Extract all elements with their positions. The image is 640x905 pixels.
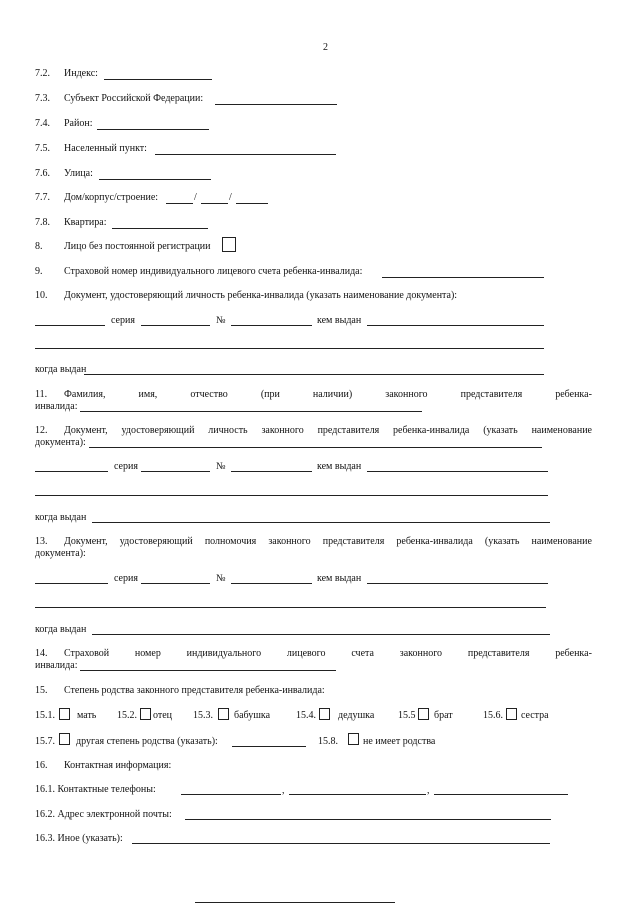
kinship-option-label: сестра [521,710,549,721]
child-doc-issued-date-input[interactable] [84,374,544,375]
rep-doc-issued-by-input[interactable] [367,471,548,472]
auth-doc-number-label: № [216,573,226,584]
field-14-word: лицевого [286,648,326,659]
rep-doc-name-line-2[interactable] [35,471,108,472]
field-7-6-label: Улица: [64,168,93,179]
field-13-word: Документ, [64,536,108,547]
field-11-word: ребенка- [555,389,592,400]
rep-doc-issued-date-label: когда выдан [35,512,87,523]
rep-doc-issued-by-line-2[interactable] [35,495,548,496]
kinship-none-checkbox[interactable] [348,733,359,745]
field-13-number: 13. [35,536,48,547]
field-12-word: ребенка-инвалида [393,425,470,436]
child-doc-issued-by-input[interactable] [367,325,544,326]
kinship-option-label: брат [434,710,453,721]
field-13-label [64,536,592,548]
house-separator: / [194,192,197,203]
email-label: 16.2. Адрес электронной почты: [35,809,172,820]
no-registration-checkbox[interactable] [222,237,236,252]
auth-doc-issued-by-input[interactable] [367,583,548,584]
building-input[interactable] [201,203,228,204]
field-11-label-line-2: инвалида: [35,401,78,412]
region-input[interactable] [215,104,337,105]
field-12-word: удостоверяющий [121,425,195,436]
kinship-option-label: мать [77,710,97,721]
field-14-label-line-2: инвалида: [35,660,78,671]
field-12-label-line-2: документа): [35,437,86,448]
apartment-input[interactable] [112,228,208,229]
field-14-number: 14. [35,648,48,659]
field-7-4-number: 7.4. [35,118,50,129]
snils-child-input[interactable] [382,277,544,278]
field-7-2-number: 7.2. [35,68,50,79]
field-13-word: наименование [531,536,592,547]
auth-doc-issued-by-label: кем выдан [317,573,362,584]
child-doc-series-input[interactable] [141,325,210,326]
field-13-word: полномочия [204,536,257,547]
kinship-sister-checkbox[interactable] [506,708,517,720]
field-14-word: номер [134,648,161,659]
kinship-option-number: 15.4. [296,710,316,721]
field-15-number: 15. [35,685,48,696]
kinship-option-number: 15.6. [483,710,503,721]
field-14-word: ребенка- [555,648,592,659]
rep-doc-series-input[interactable] [141,471,210,472]
house-input[interactable] [166,203,193,204]
structure-input[interactable] [236,203,268,204]
child-doc-issued-by-label: кем выдан [317,315,362,326]
auth-doc-name-input[interactable] [35,583,108,584]
field-13-word: удостоверяющий [119,536,193,547]
page-number: 2 [323,42,328,53]
field-11-word: законного [385,389,428,400]
kinship-brother-checkbox[interactable] [418,708,429,720]
kinship-option-number: 15.8. [318,736,338,747]
phone-2-input[interactable] [289,794,426,795]
field-8-number: 8. [35,241,43,252]
field-11-word: имя, [138,389,158,400]
auth-doc-issued-by-line-2[interactable] [35,607,546,608]
other-contact-input[interactable] [132,843,550,844]
field-11-word: представителя [460,389,523,400]
field-11-word: наличии) [312,389,353,400]
field-16-label: Контактная информация: [64,760,172,771]
rep-doc-issued-by-label: кем выдан [317,461,362,472]
child-doc-issued-by-line-2[interactable] [35,348,544,349]
kinship-option-label: отец [153,710,173,721]
field-8-label: Лицо без постоянной регистрации [64,241,211,252]
kinship-other-checkbox[interactable] [59,733,70,745]
field-14-label [64,648,592,660]
field-11-word: отчество [190,389,228,400]
index-input[interactable] [104,79,212,80]
field-11-word: Фамилия, [64,389,106,400]
field-10-number: 10. [35,290,48,301]
field-9-number: 9. [35,266,43,277]
rep-doc-number-input[interactable] [231,471,312,472]
field-12-number: 12. [35,425,48,436]
snils-representative-input[interactable] [80,670,336,671]
field-12-word: представителя [317,425,380,436]
auth-doc-series-input[interactable] [141,583,210,584]
child-doc-number-label: № [216,315,226,326]
field-12-word: наименование [531,425,592,436]
kinship-option-label: бабушка [234,710,271,721]
kinship-option-number: 15.1. [35,710,55,721]
field-10-label: Документ, удостоверяющий личность ребенка-инвалида (указать наименование документа): [64,290,458,301]
field-7-2-label: Индекс: [64,68,98,79]
rep-doc-name-input[interactable] [89,447,542,448]
kinship-grandmother-checkbox[interactable] [218,708,229,720]
field-14-word: индивидуального [186,648,262,659]
kinship-option-label: не имеет родства [363,736,436,747]
field-11-number: 11. [35,389,48,400]
kinship-option-label: дедушка [338,710,375,721]
field-12-label [64,425,592,437]
phone-separator: , [282,785,285,796]
kinship-option-number: 15.2. [117,710,137,721]
field-11-word: (при [260,389,280,400]
rep-doc-issued-date-input[interactable] [92,522,550,523]
auth-doc-issued-date-input[interactable] [92,634,550,635]
auth-doc-issued-date-label: когда выдан [35,624,87,635]
field-7-4-label: Район: [64,118,93,129]
field-7-3-number: 7.3. [35,93,50,104]
page-bottom-rule [195,902,395,903]
field-7-7-number: 7.7. [35,192,50,203]
kinship-grandfather-checkbox[interactable] [319,708,330,720]
locality-input[interactable] [155,154,336,155]
field-7-6-number: 7.6. [35,168,50,179]
child-doc-issued-date-label: когда выдан [35,364,87,375]
building-separator: / [229,192,232,203]
phone-3-input[interactable] [434,794,568,795]
field-9-label: Страховой номер индивидуального лицевого счета ребенка-инвалида: [64,266,363,277]
rep-doc-series-label: серия [114,461,138,472]
field-14-word: счета [351,648,374,659]
child-doc-number-input[interactable] [231,325,312,326]
field-14-word: законного [399,648,443,659]
street-input[interactable] [99,179,211,180]
auth-doc-number-input[interactable] [231,583,312,584]
field-7-5-label: Населенный пункт: [64,143,147,154]
kinship-option-label: другая степень родства (указать): [76,736,218,747]
phones-label: 16.1. Контактные телефоны: [35,784,156,795]
field-13-word: ребенка-инвалида [396,536,473,547]
field-12-word: (указать [483,425,518,436]
field-7-3-label: Субъект Российской Федерации: [64,93,204,104]
field-13-word: законного [268,536,311,547]
district-input[interactable] [97,129,209,130]
kinship-option-number: 15.7. [35,736,55,747]
kinship-option-number: 15.3. [193,710,213,721]
field-14-word: представителя [467,648,530,659]
field-13-word: представителя [322,536,385,547]
kinship-mother-checkbox[interactable] [59,708,70,720]
kinship-other-input[interactable] [232,746,306,747]
field-12-word: личность [208,425,248,436]
field-7-8-number: 7.8. [35,217,50,228]
email-input[interactable] [185,819,551,820]
kinship-option-number: 15.5 [398,710,416,721]
other-contact-label: 16.3. Иное (указать): [35,833,123,844]
kinship-father-checkbox[interactable] [140,708,151,720]
phone-separator: , [427,785,430,796]
field-15-label: Степень родства законного представителя ребенка-инвалида: [64,685,325,696]
child-doc-series-label: серия [111,315,135,326]
field-11-label [64,389,592,401]
rep-doc-number-label: № [216,461,226,472]
child-doc-name-input[interactable] [35,325,105,326]
field-7-7-label: Дом/корпус/строение: [64,192,159,203]
field-13-word: (указать [484,536,520,547]
field-16-number: 16. [35,760,48,771]
field-13-label-line-2: документа): [35,548,86,559]
representative-name-input[interactable] [80,411,422,412]
field-7-8-label: Квартира: [64,217,107,228]
field-14-word: Страховой [64,648,110,659]
phone-1-input[interactable] [181,794,281,795]
auth-doc-series-label: серия [114,573,138,584]
field-7-5-number: 7.5. [35,143,50,154]
field-12-word: законного [261,425,304,436]
field-12-word: Документ, [64,425,108,436]
